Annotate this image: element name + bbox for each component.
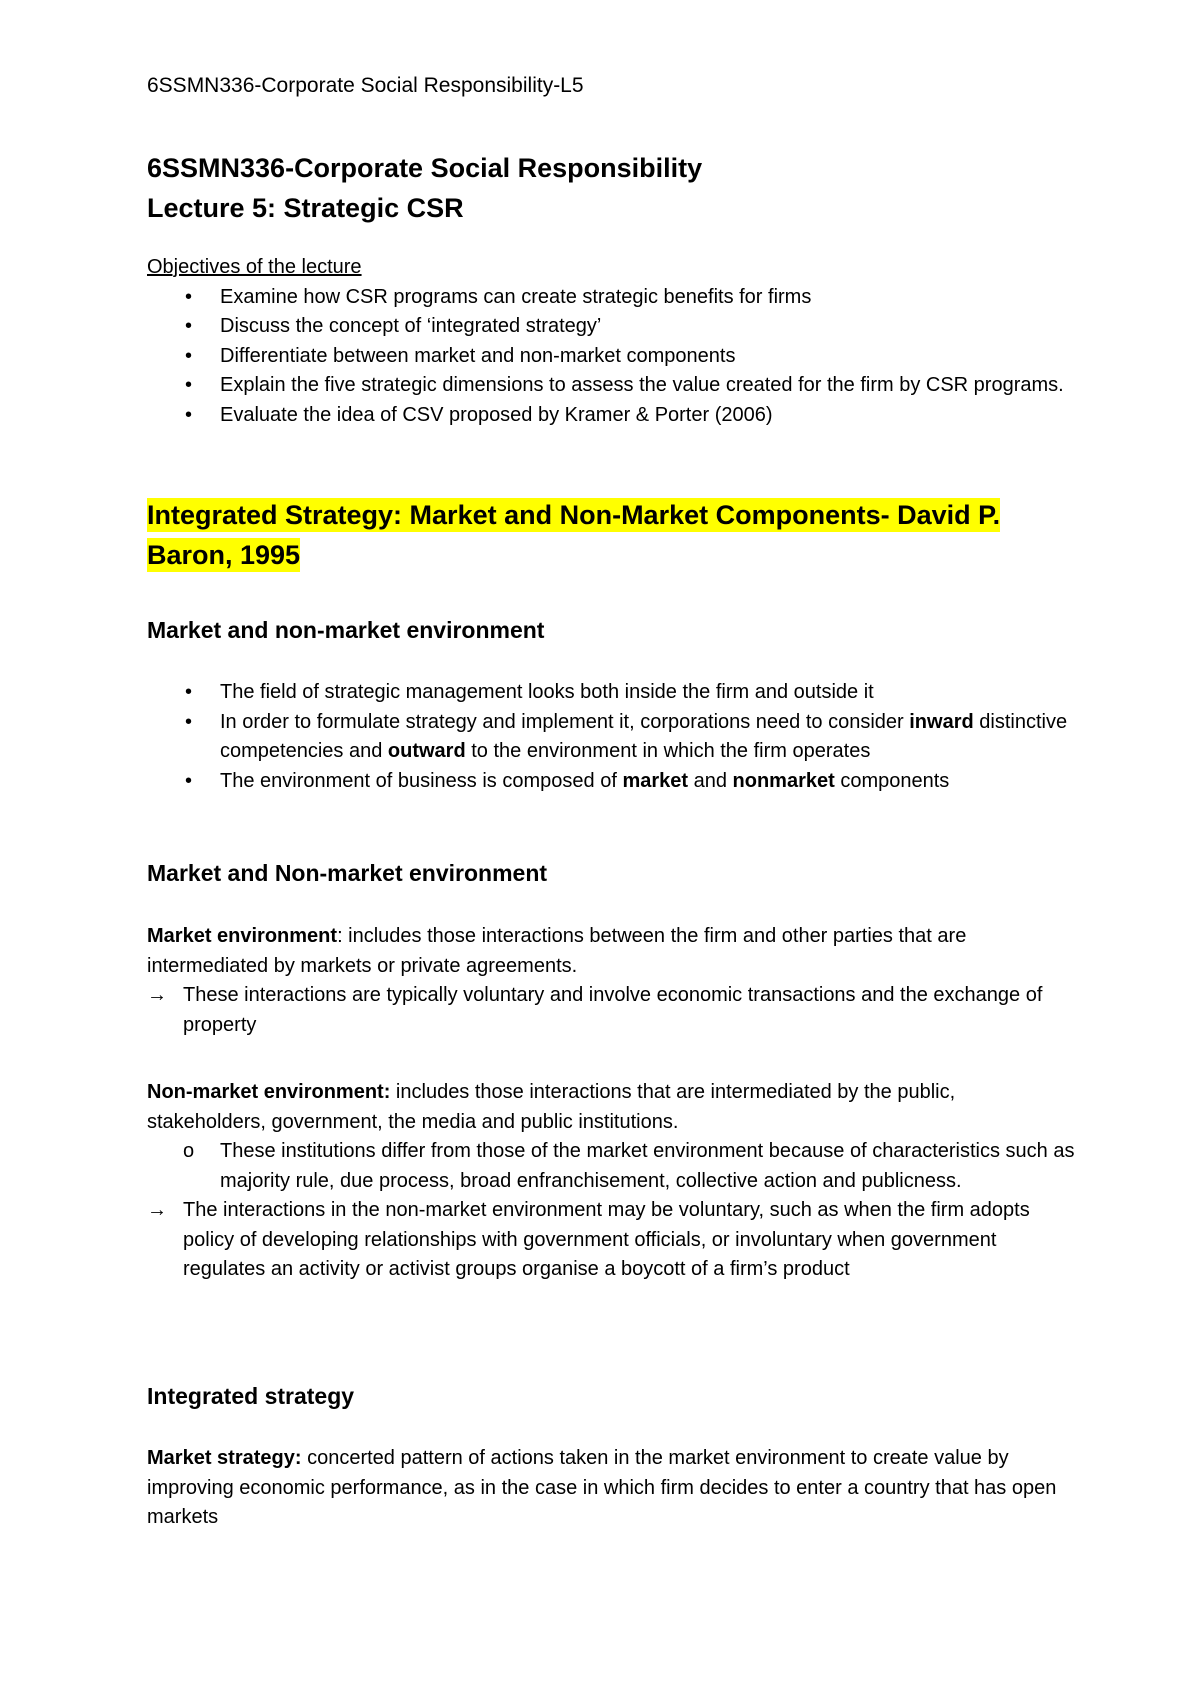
list-item: • In order to formulate strategy and implement it, corporations need to consider inward distinctive competencies and outward to the environment in which the firm operates: [147, 708, 1077, 767]
lecture-title: Lecture 5: Strategic CSR: [147, 193, 464, 223]
list-item: • Evaluate the idea of CSV proposed by Kramer & Porter (2006): [147, 401, 1077, 431]
market-strategy-paragraph: [147, 1444, 1077, 1533]
list-item: • Explain the five strategic dimensions to assess the value created for the firm by CSR programs.: [147, 371, 1077, 401]
bullet-icon: •: [185, 769, 193, 792]
list-item: • Discuss the concept of ‘integrated strategy’: [147, 312, 1077, 342]
objectives-list: [147, 283, 1077, 431]
objectives-section: [147, 253, 1077, 430]
market-environment-paragraph: [147, 922, 1077, 1040]
market-arrow-item: → These interactions are typically voluntary and involve economic transactions and the exchange of property: [147, 981, 1077, 1040]
market-definition: Market environment: includes those interactions between the firm and other parties that are intermediated by markets or private agreements.: [147, 925, 967, 977]
bullet-icon: •: [185, 403, 193, 426]
document-title: [147, 148, 702, 228]
environment-list-section: [147, 678, 1077, 796]
list-item: • Differentiate between market and non-market components: [147, 342, 1077, 372]
nonmarket-circle-item: o These institutions differ from those of the market environment because of characteristics such as majority rule, due process, broad enfranchisement, collective action and publicness.: [147, 1137, 1077, 1196]
highlighted-text: Integrated Strategy: Market and Non-Market Components- David P. Baron, 1995: [147, 500, 1001, 570]
circle-bullet-icon: o: [183, 1140, 195, 1162]
nonmarket-definition: Non-market environment: includes those interactions that are intermediated by the public, stakeholders, government, the media and public institutions.: [147, 1081, 956, 1133]
section-heading-highlighted: [147, 495, 1077, 575]
bullet-icon: •: [185, 710, 193, 733]
bullet-icon: •: [185, 374, 193, 396]
arrow-icon: →: [147, 1199, 167, 1221]
arrow-icon: →: [147, 984, 167, 1006]
market-environment-heading: Market and Non-market environment: [147, 860, 548, 886]
market-nonmarket-heading: Market and non-market environment: [147, 617, 545, 643]
objectives-heading: Objectives of the lecture: [147, 256, 362, 278]
nonmarket-environment-paragraph: [147, 1078, 1077, 1285]
nonmarket-arrow-item: → The interactions in the non-market environment may be voluntary, such as when the firm adopts policy of developing relationships with government officials, or involuntary when government regulates an activity or activist groups organise a boycott of a firm’s product: [147, 1196, 1077, 1285]
bullet-icon: •: [185, 344, 193, 367]
list-item: • The environment of business is composed of market and nonmarket components: [147, 767, 1077, 797]
list-item: • Examine how CSR programs can create strategic benefits for firms: [147, 283, 1077, 313]
market-strategy-definition: Market strategy: concerted pattern of actions taken in the market environment to create value by improving economic performance, as in the case in which firm decides to enter a country that has open markets: [147, 1447, 1057, 1528]
integrated-strategy-heading: Integrated strategy: [147, 1383, 355, 1409]
environment-list: [147, 678, 1077, 796]
bullet-icon: •: [185, 285, 193, 308]
running-header: 6SSMN336-Corporate Social Responsibility-L5: [147, 74, 584, 97]
bullet-icon: •: [185, 315, 193, 337]
bullet-icon: •: [185, 681, 193, 703]
list-item: • The field of strategic management looks both inside the firm and outside it: [147, 678, 1077, 708]
course-title: 6SSMN336-Corporate Social Responsibility: [147, 153, 703, 183]
